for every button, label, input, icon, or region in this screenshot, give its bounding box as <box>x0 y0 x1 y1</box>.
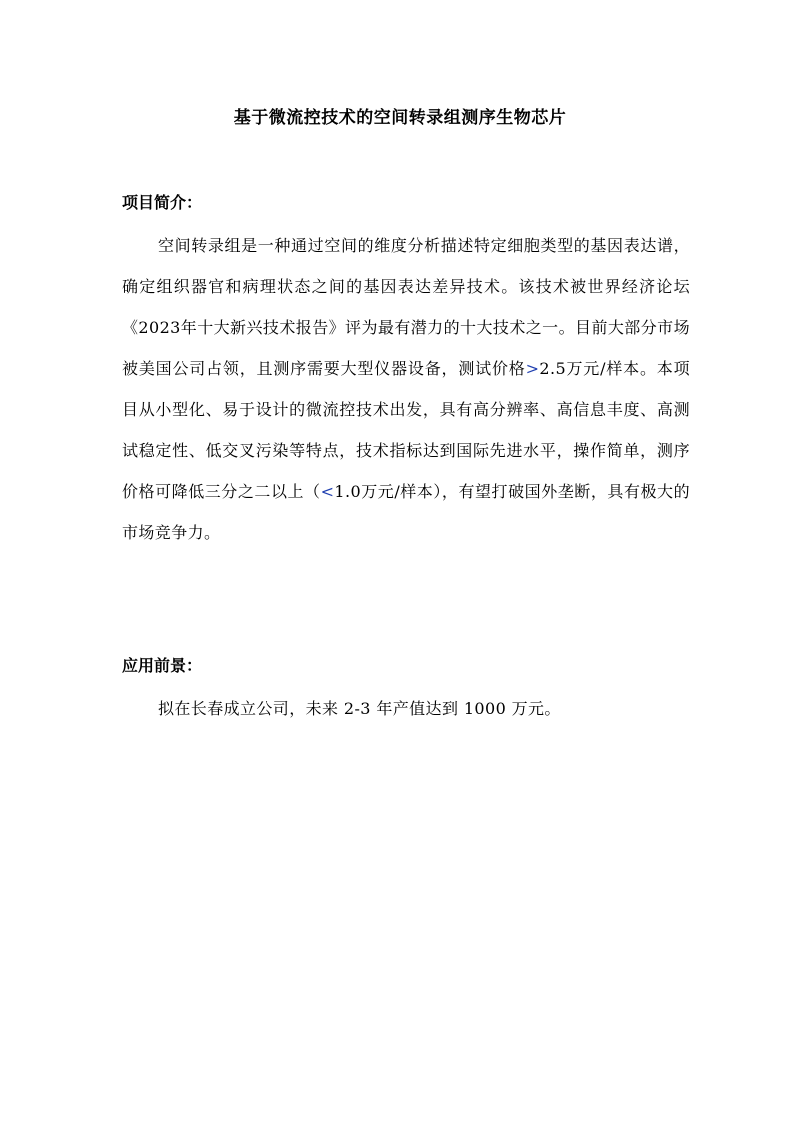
intro-text-part-2: 2.5万元/样本。本项目从小型化、易于设计的微流控技术出发，具有高分辨率、高信息丰度、高测试稳定性、低交叉污染等特点，技术指标达到国际先进水平，操作简单，测序价格可降低三分之二以上（ <box>122 359 690 501</box>
section-heading-prospects: 应用前景： <box>122 656 203 675</box>
document-title: 基于微流控技术的空间转录组测序生物芯片 <box>233 108 567 128</box>
intro-text-part-1: 空间转录组是一种通过空间的维度分析描述特定细胞类型的基因表达谱，确定组织器官和病理状态之间的基因表达差异技术。该技术被世界经济论坛《2023年十大新兴技术报告》评为最有潜力的十大技术之一。目前大部分市场被美国公司占领，且测序需要大型仪器设备，测试价格 <box>122 236 690 378</box>
greater-than-symbol: > <box>525 359 540 378</box>
prospects-paragraph: 拟在长春成立公司，未来 2-3 年产值达到 1000 万元。 <box>158 699 561 718</box>
section-heading-intro: 项目简介： <box>122 193 203 212</box>
less-than-symbol: < <box>320 482 335 501</box>
intro-paragraph <box>122 225 690 553</box>
intro-text-part-3: 1.0万元/样本），有望打破国外垄断，具有极大的市场竞争力。 <box>122 482 691 542</box>
